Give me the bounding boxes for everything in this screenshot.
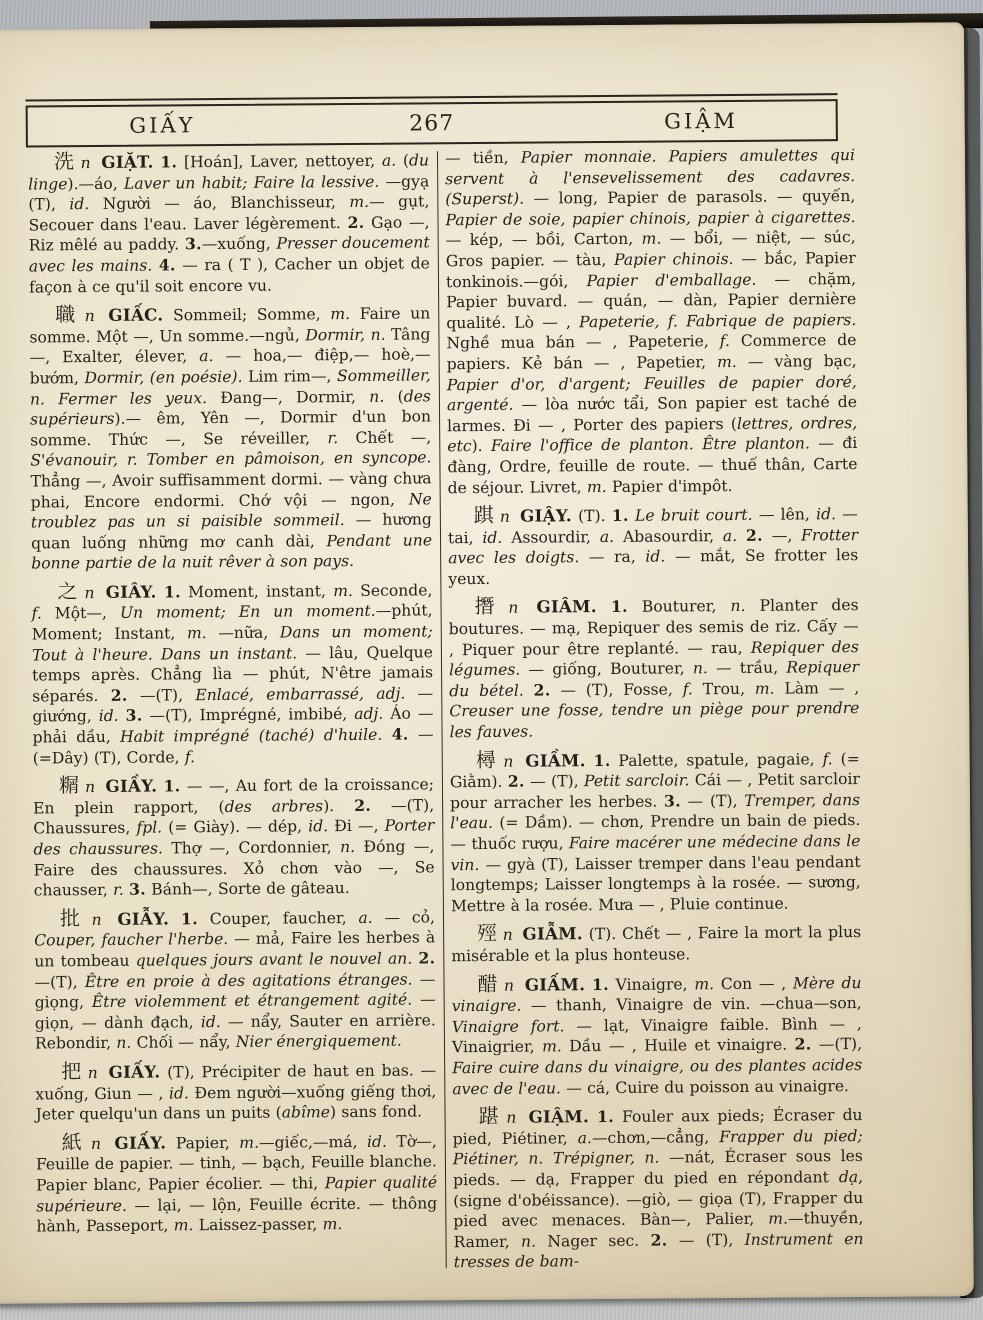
- nom-character: 把: [61, 1059, 83, 1084]
- dictionary-entry: 殌 n GIẪM. (T). Chết — , Faire la mort la plus misérable et la plus honteuse.: [451, 921, 862, 966]
- entry-headword: GIẪM.: [522, 923, 584, 945]
- particle-n: n: [508, 599, 519, 618]
- particle-n: n: [503, 752, 514, 771]
- particle-n: n: [499, 507, 510, 526]
- dictionary-entry: 把 n GIẤY. (T), Précipiter de haut en bas. — xuống, Giun — , id. Đem người—xuống giếng thơi, Jeter quelqu'un dans un puits (abîme) sans fond.: [35, 1059, 437, 1124]
- entry-headword: GIẤM.: [524, 973, 586, 995]
- particle-n: n: [87, 1063, 98, 1083]
- entry-headword: GIÂY.: [105, 581, 157, 602]
- particle-n: n: [502, 926, 513, 945]
- page-sheet: [0, 22, 974, 1304]
- column-right: [445, 145, 864, 1280]
- dictionary-entry: 踑 n GIẬY. (T). 1. Le bruit court. — lên, id. — tai, id. Assourdir, a. Abasourdir, a. 2. —, Frotter avec les doigts. — ra, id. — mắt, Se frotter les yeux.: [447, 502, 859, 589]
- particle-n: n: [84, 307, 95, 326]
- page-number: 267: [409, 110, 455, 137]
- nom-character: 職: [55, 302, 80, 327]
- entry-headword: GIẤY.: [108, 1061, 161, 1082]
- dictionary-entry: 洗 n GIẶT. 1. [Hoán], Laver, nettoyer, a. (du linge).—áo, Laver un habit; Faire la lessive. —gyạ (T), id. Người — áo, Blanchisseur, m.— gụt, Secouer dans l'eau. Laver légèrement. 2. Gạo —, Riz mêlé au paddy. 3.—xuống, Presser doucement avec les mains. 4. — ra ( T ), Cacher un objet de façon à ce qu'il soit encore vu.: [28, 149, 430, 297]
- column-divider: [437, 151, 447, 1268]
- particle-n: n: [84, 778, 96, 797]
- entry-headword: GIẪY.: [117, 908, 170, 929]
- dictionary-entry: 糏 n GIẦY. 1. — —, Au fort de la croissance; En plein rapport, (des arbres). 2. —(T), Chaussures, fpl. (= Giày). — dép, id. Đi —, Porter des chaussures. Thợ —, Cordonnier, n. Đóng —, Faire des chaussures. Xỏ chơn vào —, Se chausser, r. 3. Bánh—, Sorte de gâteau.: [33, 773, 435, 900]
- particle-n: n: [503, 976, 515, 995]
- nom-character: 醋: [477, 971, 500, 996]
- dictionary-entry: 批 n GIẪY. 1. Couper, faucher, a. — cỏ, Couper, faucher l'herbe. — mả, Faire les herbes à un tombeau quelques jours avant le nouvel an. 2. —(T), Être en proie à des agitations étranges. — giọng, Être violemment et étrangement agité. — giọn, — dành đạch, id. — nẩy, Sauter en arrière. Rebondir, n. Chối — nẩy, Nier énergiquement.: [34, 905, 436, 1053]
- entry-headword: GIẶT.: [101, 151, 154, 172]
- particle-n: n: [506, 1108, 517, 1127]
- column-left: [28, 148, 438, 1283]
- dictionary-entry: 之 n GIÂY. 1. Moment, instant, m. Seconde, f. Một—, Un moment; En un moment.—phút, Moment; Instant, m. —nữa, Dans un moment; Tout à l'heure. Dans un instant. — lâu, Quelque temps après. Chẳng lìa — phút, N'être jamais séparés. 2. —(T), Enlacé, embarrassé, adj. — giướng, id. 3. —(T), Imprégné, imbibé, adj. Áo — phải dầu, Habit imprégné (taché) d'huile. 4. — (=Dây) (T), Corde, f.: [31, 579, 434, 768]
- nom-character: 踑: [473, 502, 495, 528]
- entry-headword: GIẤC.: [108, 304, 164, 326]
- dictionary-entry-continuation: — tiền, Papier monnaie. Papiers amulettes qui servent à l'ensevelissement des cadavres. (Superst). — long, Papier de parasols. — quyến, Papier de soie, papier chinois, papier à cigarettes. — kép, — bồi, Carton, m. — bổi, — niệt, — súc, Gros papier. — tàu, Papier chinois. — bắc, Papier tonkinois.—gói, Papier d'emballage. — chặm, Papier buvard. — quán, — dàn, Papier dernière qualité. Lò — , Papeterie, f. Fabrique de papiers. Nghề mua bán — , Papeterie, f. Commerce de papiers. Kẻ bán — , Papetier, m. — vàng bạc, Papier d'or, d'argent; Feuilles de papier doré, argenté. — lòa nước tẩi, Son papier est taché de larmes. Đi — , Porter des papiers (lettres, ordres, etc). Faire l'office de planton. Être planton. — đi đàng, Ordre, feuille de route. — thuế thân, Carte de séjour. Livret, m. Papier d'impôt.: [444, 146, 858, 497]
- dictionary-entry: 撍 n GIÂM. 1. Bouturer, n. Planter des boutures. — mạ, Repiquer des semis de riz. Cấy — , Piquer pour être replanté. — rau, Repiquer des légumes. — giống, Bouturer, n. — trầu, Repiquer du bétel. 2. — (T), Fosse, f. Trou, m. Làm — , Creuser une fosse, tendre un piège pour prendre les fauves.: [448, 594, 860, 742]
- nom-character: 糏: [58, 773, 81, 798]
- nom-character: 紙: [61, 1129, 87, 1155]
- dictionary-entry: 醋 n GIẤM. 1. Vinaigre, m. Con — , Mère du vinaigre. — thanh, Vinaigre de vin. —chua—son, Vinaigre fort. — lạt, Vinaigre faible. Bình — , Vinaigrier, m. Dầu — , Huile et vinaigre. 2. —(T), Faire cuire dans du vinaigre, ou des plantes acides avec de l'eau. — cá, Cuire du poisson au vinaigre.: [451, 971, 863, 1098]
- header-word-left: GIẤY: [129, 113, 196, 138]
- running-head: [26, 93, 838, 147]
- particle-n: n: [90, 1134, 102, 1153]
- entry-headword: GIẬY.: [520, 505, 572, 526]
- dictionary-entry: 踸 n GIẬM. 1. Fouler aux pieds; Écraser du pied, Piétiner, a.—chơn,—cẳng, Frapper du pied; Piétiner, n. Trépigner, n. —nát, Écraser sous les pieds. — dạ, Frapper du pied en répondant dạ, (signe d'obéissance). —giò, — giọa (T), Frapper du pied avec menaces. Bàn—, Palier, m.—thuyền, Ramer, n. Nager sec. 2. — (T), Instrument en tresses de bam-: [452, 1103, 864, 1272]
- nom-character: 殌: [477, 921, 498, 946]
- entry-headword: GIẬM.: [528, 1106, 590, 1127]
- header-word-right: GIẬM: [664, 108, 739, 134]
- particle-n: n: [80, 154, 91, 173]
- nom-character: 踸: [478, 1103, 502, 1129]
- dictionary-entry: 職 n GIẤC. Sommeil; Somme, m. Faire un somme. Một —, Un somme.—ngủ, Dormir, n. Tâng —, Exalter, élever, a. — hoa,— điệp,— hoè,— bướm, Dormir, (en poésie). Lim rim—, Sommeiller, n. Fermer les yeux. Đang—, Dormir, n. (des supérieurs).— êm, Yên —, Dormir d'un bon somme. Thức —, Se réveiller, r. Chết —, S'évanouir, r. Tomber en pâmoison, en syncope. Thẳng —, Avoir suffisamment dormi. — vàng chưa phai, Encore endormi. Chớ vội — ngon, Ne troublez pas un si paisible sommeil. — hương quan luống những mơ canh dài, Pendant une bonne partie de la nuit rêver à son pays.: [29, 302, 433, 573]
- header-box: [26, 99, 838, 147]
- dictionary-entry: 紙 n GIẤY. Papier, m.—giếc,—má, id. Tờ—, Feuille de papier. — tinh, — bạch, Feuille blanche. Papier blanc, Papier écolier. — thi, Papier qualité supérieure. — lại, — lộn, Feuille écrite. — thông hành, Passeport, m. Laissez-passer, m.: [35, 1129, 438, 1236]
- entry-headword: GIẤY.: [114, 1132, 167, 1153]
- particle-n: n: [91, 910, 102, 929]
- nom-character: 撍: [474, 594, 504, 619]
- entry-headword: GIẦY.: [105, 775, 158, 797]
- entry-headword: GIÂM.: [536, 596, 597, 618]
- nom-character: 批: [59, 905, 87, 931]
- nom-character: 洗: [53, 149, 76, 174]
- dictionary-text-body: [28, 145, 865, 1283]
- nom-character: 樳: [475, 747, 499, 772]
- dictionary-entry: 樳 n GIẦM. 1. Palette, spatule, pagaie, f. (= Giằm). 2. — (T), Petit sarcloir. Cái — , Petit sarcloir pour arracher les herbes. 3. — (T), Tremper, dans l'eau. (= Dầm). — chơn, Prendre un bain de pieds. — thuốc rượu, Faire macérer une médecine dans le vin. — gyà (T), Laisser tremper dans l'eau pendant longtemps; Laisser longtemps à la rosée. — sương, Mettre à la rosée. Mưa — , Pluie continue.: [449, 747, 861, 916]
- entry-headword: GIẦM.: [525, 749, 586, 771]
- nom-character: 之: [57, 579, 80, 604]
- particle-n: n: [84, 583, 95, 602]
